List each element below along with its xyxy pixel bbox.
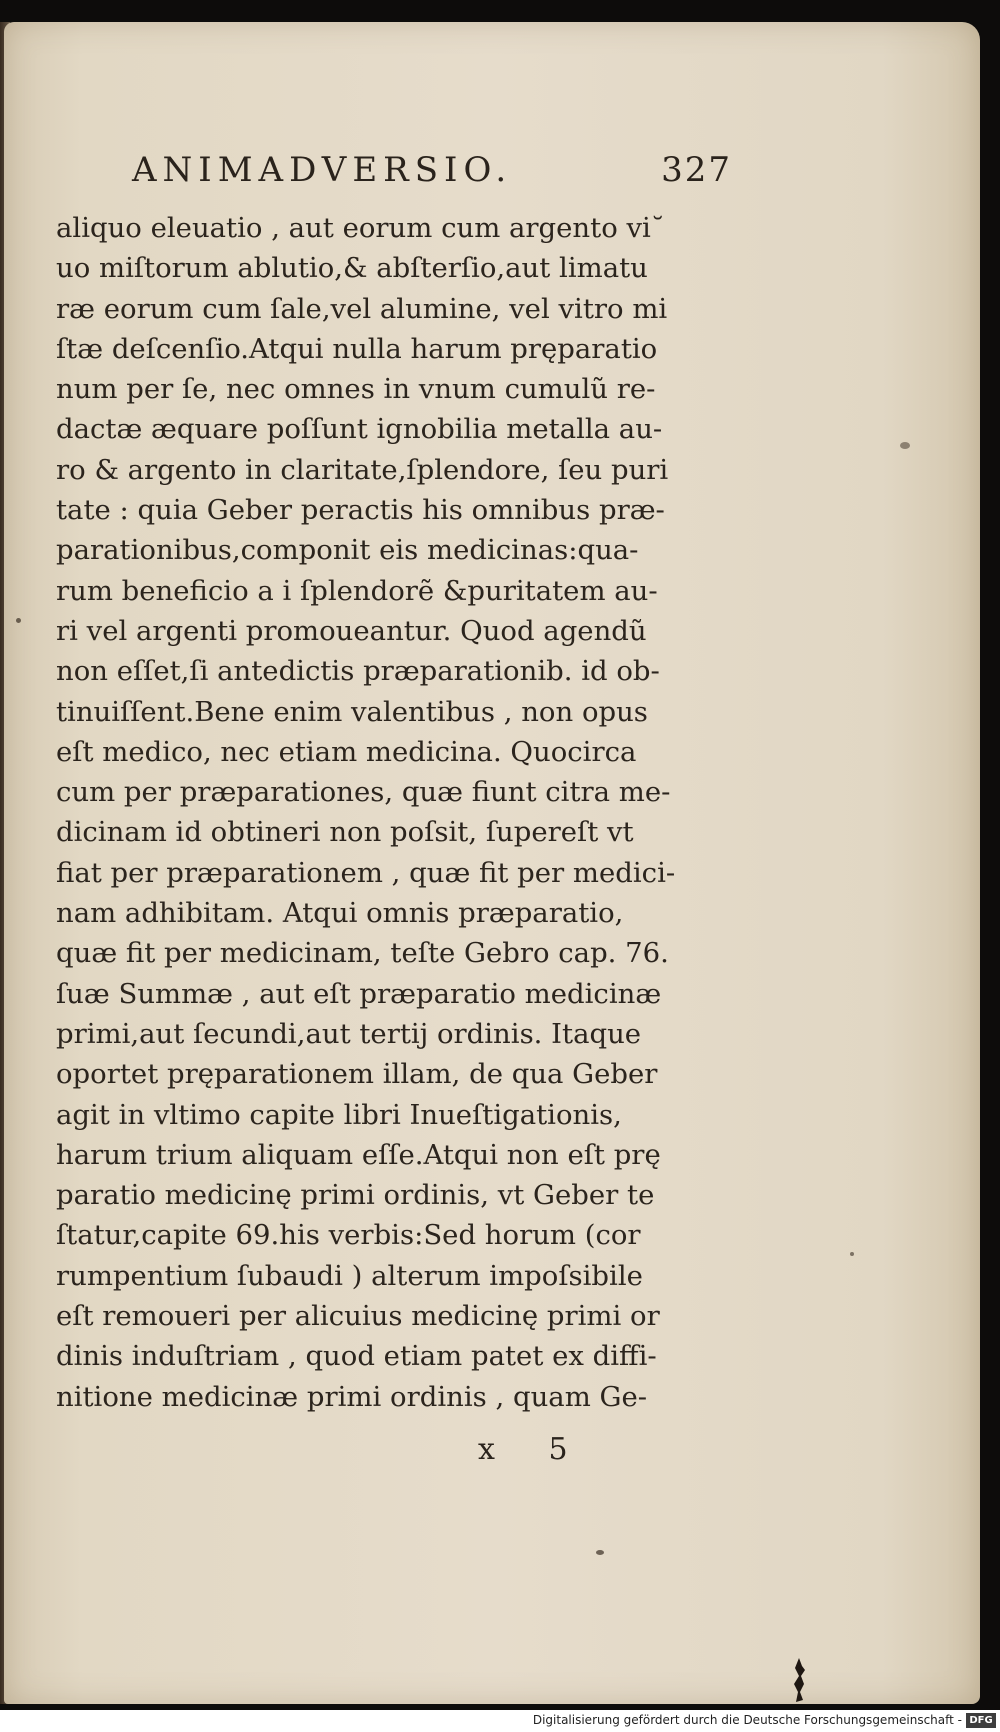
text-line: dinis induſtriam , quod etiam patet ex diffi-: [56, 1340, 657, 1373]
text-line: harum trium aliquam eſſe.Atqui non eſt prę: [56, 1138, 661, 1171]
text-line: quæ fit per medicinam, teſte Gebro cap. 76.: [56, 937, 669, 970]
text-line: agit in vltimo capite libri Inueſtigationis,: [56, 1098, 622, 1131]
text-line: num per ſe, nec omnes in vnum cumulũ re-: [56, 373, 656, 406]
text-line: ro & argento in claritate,ſplendore, ſeu puri: [56, 453, 669, 486]
page-number: 327: [661, 150, 732, 190]
page-header: [132, 150, 732, 200]
book-page: [4, 22, 980, 1704]
text-line: parationibus,componit eis medicinas:qua-: [56, 534, 639, 567]
text-line: rum beneficio a i ſplendorẽ &puritatem au-: [56, 574, 658, 607]
text-line: primi,aut ſecundi,aut tertij ordinis. Itaque: [56, 1017, 642, 1050]
text-line: aliquo eleuatio , aut eorum cum argento vi˘: [56, 212, 665, 244]
ink-speck: [16, 618, 21, 623]
text-line: eſt remoueri per alicuius medicinę primi or: [56, 1300, 660, 1333]
running-head: ANIMADVERSIO.: [132, 150, 513, 190]
funding-credit: Digitalisierung gefördert durch die Deutsche Forschungsgemeinschaft -: [532, 1713, 962, 1727]
ink-speck: [900, 442, 910, 449]
text-line: tate : quia Geber peractis his omnibus præ-: [56, 494, 665, 527]
text-line: dactæ æquare poſſunt ignobilia metalla au-: [56, 413, 663, 446]
text-line: ri vel argenti promoueantur. Quod agendũ: [56, 614, 647, 647]
ink-speck: [596, 1550, 604, 1555]
ink-speck: [850, 1252, 854, 1256]
ink-blot-mark: [790, 1656, 810, 1704]
signature-mark: x 5: [478, 1432, 590, 1467]
text-line: eſt medico, nec etiam medicina. Quocirca: [56, 735, 637, 768]
text-line: cum per præparationes, quæ fiunt citra me-: [56, 776, 671, 809]
text-line: nitione medicinæ primi ordinis , quam Ge-: [56, 1380, 648, 1413]
text-line: uo miſtorum ablutio,& abſterſio,aut limatu: [56, 252, 648, 285]
text-line: ſuæ Summæ , aut eſt præparatio medicinæ: [56, 977, 662, 1010]
text-line: tinuiſſent.Bene enim valentibus , non opus: [56, 695, 648, 728]
text-line: rumpentium ſubaudi ) alterum impoſsibile: [56, 1259, 643, 1292]
text-line: ſtatur,capite 69.his verbis:Sed horum (cor: [56, 1219, 641, 1252]
text-line: paratio medicinę primi ordinis, vt Geber te: [56, 1179, 655, 1212]
digitization-footer: [0, 1710, 1000, 1732]
text-line: nam adhibitam. Atqui omnis præparatio,: [56, 897, 624, 930]
text-line: oportet pręparationem illam, de qua Geber: [56, 1058, 658, 1091]
text-line: ræ eorum cum ſale,vel alumine, vel vitro mi: [56, 292, 668, 325]
text-line: dicinam id obtineri non poſsit, ſupereſt vt: [56, 816, 634, 849]
text-line: fiat per præparationem , quæ fit per medici-: [56, 856, 676, 889]
dfg-logo: DFG: [966, 1713, 996, 1728]
text-line: ſtæ deſcenſio.Atqui nulla harum pręparatio: [56, 332, 658, 365]
text-line: non eſſet,ſi antedictis præparationib. id ob-: [56, 655, 660, 688]
body-text: [56, 208, 736, 1417]
